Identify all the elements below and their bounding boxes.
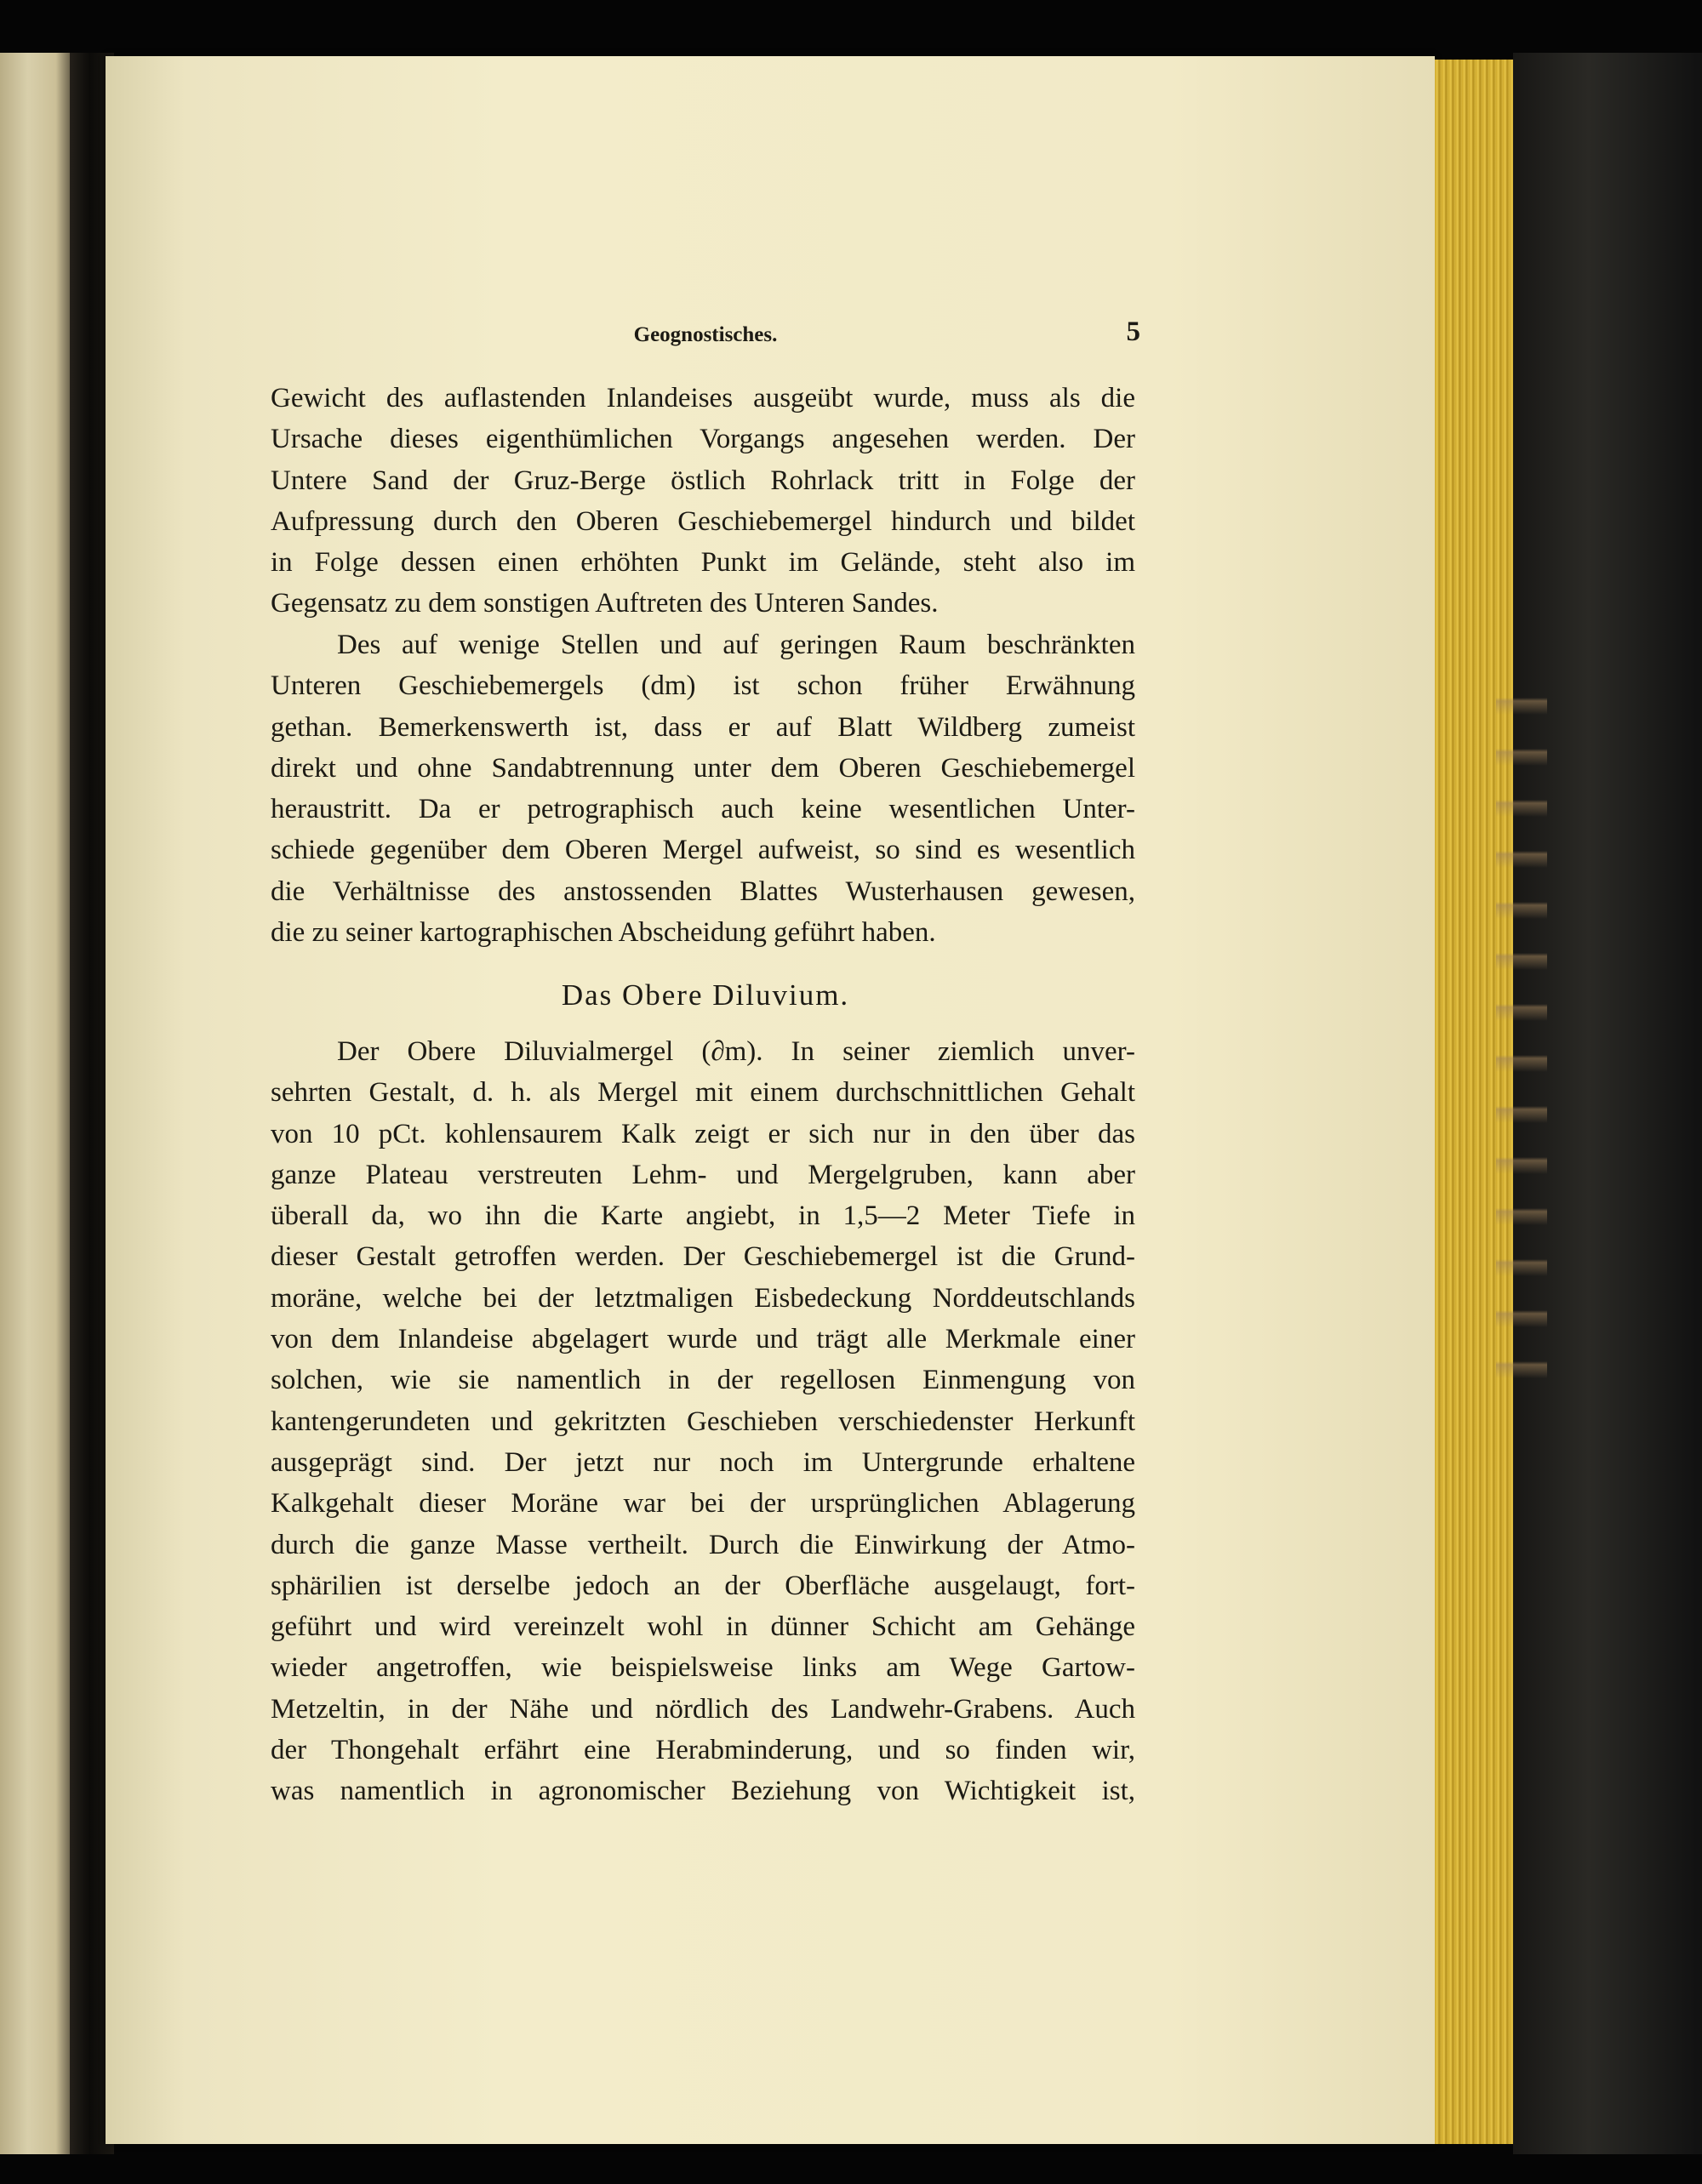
text-line: direkt und ohne Sandabtrennung unter dem Oberen Geschiebemergel [271, 752, 1135, 784]
cover-damage [1496, 664, 1547, 1412]
text-line: was namentlich in agronomischer Beziehung von Wichtigkeit ist, [271, 1776, 1135, 1807]
text-line: solchen, wie sie namentlich in der regellosen Einmengung von [271, 1365, 1135, 1396]
paragraph-unterer-geschiebemergel [271, 624, 1135, 953]
text-line: Unteren Geschiebemergels (dm) ist schon früher Erwähnung [271, 670, 1135, 702]
text-line: gethan. Bemerkenswerth ist, dass er auf Blatt Wildberg zumeist [271, 711, 1135, 743]
text-line: die Verhältnisse des anstossenden Blattes Wusterhausen gewesen, [271, 875, 1135, 907]
text-line: Kalkgehalt dieser Moräne war bei der ursprünglichen Ablagerung [271, 1488, 1135, 1520]
text-line: von dem Inlandeise abgelagert wurde und trägt alle Merkmale einer [271, 1324, 1135, 1355]
section-heading: Das Obere Diluvium. [561, 978, 850, 1012]
text-line: Des auf wenige Stellen und auf geringen Raum beschränkten [337, 630, 1135, 660]
text-line: die zu seiner kartographischen Abscheidung geführt haben. [271, 917, 936, 949]
text-line: sphärilien ist derselbe jedoch an der Oberfläche ausgelaugt, fort- [271, 1570, 1135, 1601]
paragraph-continuation [271, 378, 1135, 624]
text-line: Aufpressung durch den Oberen Geschiebemergel hindurch und bildet [271, 505, 1135, 537]
text-line: heraustritt. Da er petrographisch auch keine wesentlichen Unter- [271, 794, 1135, 825]
text-line: Untere Sand der Gruz-Berge östlich Rohrlack tritt in Folge der [271, 465, 1135, 496]
left-page-edge [0, 53, 70, 2154]
page-header [271, 316, 1140, 354]
text-line: sehrten Gestalt, d. h. als Mergel mit einem durchschnittlichen Gehalt [271, 1077, 1135, 1109]
text-line: dieser Gestalt getroffen werden. Der Geschiebemergel ist die Grund- [271, 1241, 1135, 1273]
text-line: Ursache dieses eigenthümlichen Vorgangs angesehen werden. Der [271, 424, 1135, 455]
text-line: Gegensatz zu dem sonstigen Auftreten des Unteren Sandes. [271, 588, 939, 619]
text-line: moräne, welche bei der letztmaligen Eisbedeckung Norddeutschlands [271, 1282, 1135, 1314]
text-line: kantengerundeten und gekritzten Geschieben verschiedenster Herkunft [271, 1406, 1135, 1437]
text-line: wieder angetroffen, wie beispielsweise links am Wege Gartow- [271, 1652, 1135, 1684]
text-line: Metzeltin, in der Nähe und nördlich des Landwehr-Grabens. Auch [271, 1693, 1135, 1725]
text-line: Gewicht des auflastenden Inlandeises ausgeübt wurde, muss als die [271, 383, 1135, 413]
text-line: von 10 pCt. kohlensaurem Kalk zeigt er sich nur in den über das [271, 1118, 1135, 1149]
page-number: 5 [1126, 316, 1140, 347]
running-title: Geognostisches. [633, 323, 778, 346]
text-line: ganze Plateau verstreuten Lehm- und Mergelgruben, kann aber [271, 1159, 1135, 1190]
paragraph-oberer-diluvialmergel [271, 1031, 1135, 1812]
text-line: der Thongehalt erfährt eine Herabminderung, und so finden wir, [271, 1735, 1135, 1766]
text-line: durch die ganze Masse vertheilt. Durch die Einwirkung der Atmo- [271, 1529, 1135, 1560]
text-line: geführt und wird vereinzelt wohl in dünner Schicht am Gehänge [271, 1611, 1135, 1643]
text-line: überall da, wo ihn die Karte angiebt, in 1,5—2 Meter Tiefe in [271, 1200, 1135, 1232]
text-line: Der Obere Diluvialmergel (∂m). In seiner ziemlich unver- [337, 1036, 1135, 1067]
text-line: ausgeprägt sind. Der jetzt nur noch im Untergrunde erhaltene [271, 1446, 1135, 1478]
text-line: in Folge dessen einen erhöhten Punkt im Gelände, steht also im [271, 547, 1135, 579]
text-line: schiede gegenüber dem Oberen Mergel aufweist, so sind es wesentlich [271, 835, 1135, 866]
